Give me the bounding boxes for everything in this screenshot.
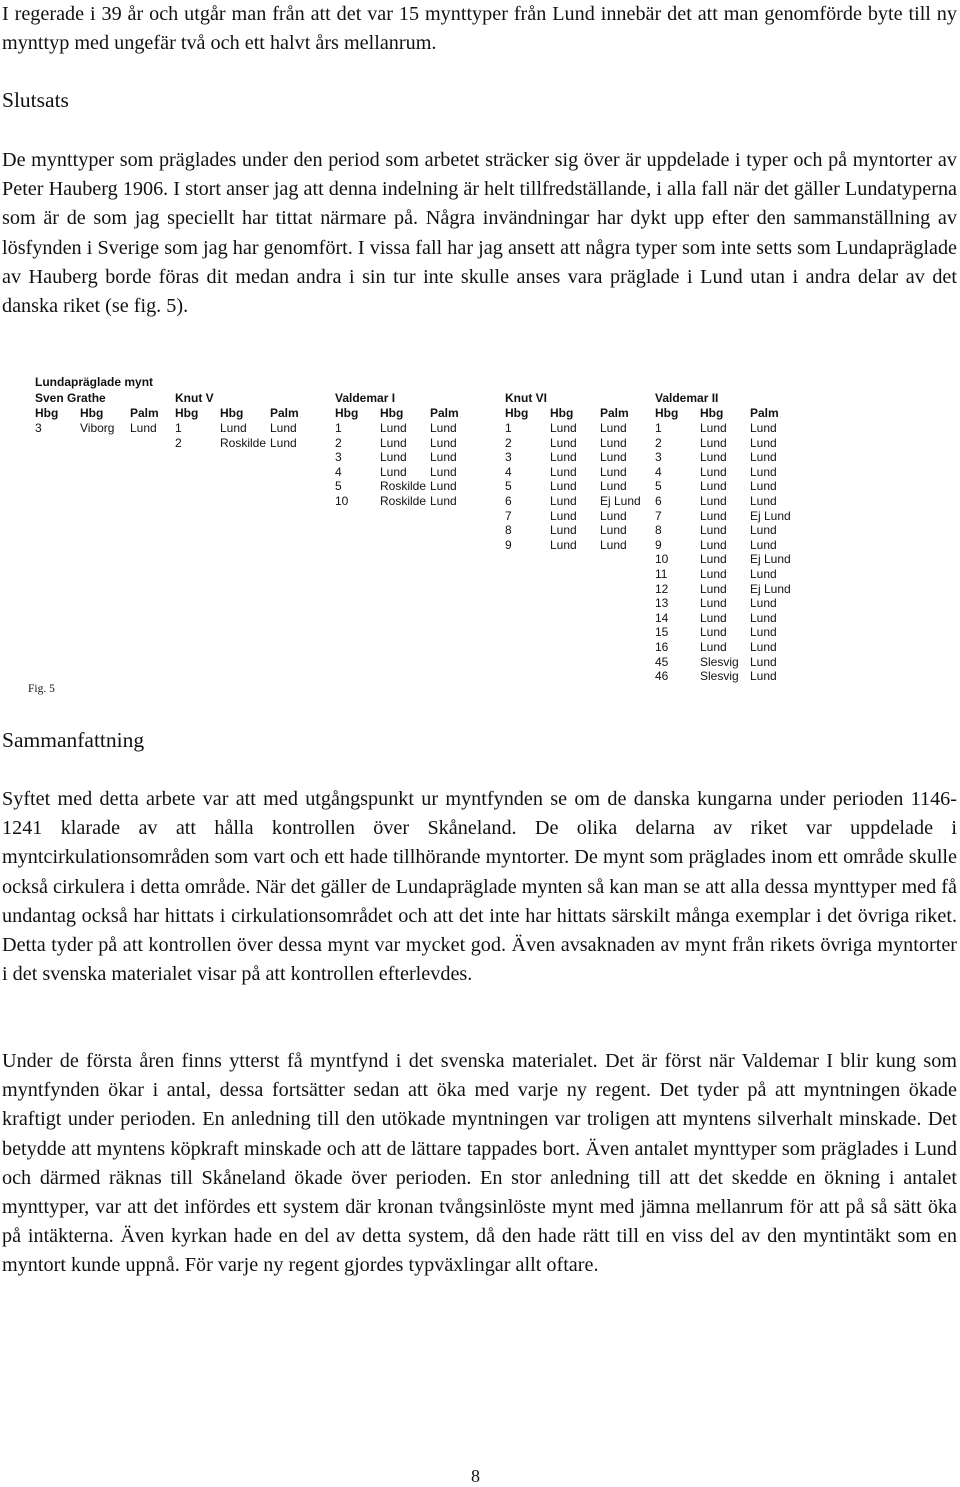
table-cell: Slesvig — [700, 654, 739, 669]
table-cell: Lund — [700, 450, 727, 465]
king-name: Knut V — [175, 391, 214, 405]
column-header: Hbg — [380, 406, 404, 420]
table-cell: Lund — [700, 421, 727, 435]
table-cell: Lund — [700, 625, 727, 640]
king-name: Sven Grathe — [35, 391, 106, 405]
column-header: Hbg — [655, 406, 679, 420]
table-cell: Lund — [750, 567, 777, 581]
lundapraglade-mynt-table — [0, 375, 960, 705]
table-cell: Lund — [550, 523, 577, 538]
column-header: Hbg — [35, 406, 59, 420]
table-cell: 15 — [655, 625, 669, 640]
table-cell: Lund — [550, 464, 577, 479]
king-name: Valdemar I — [335, 391, 396, 405]
table-cell: 1 — [505, 421, 512, 435]
table-cell: Lund — [700, 552, 727, 567]
table-cell: Lund — [700, 435, 727, 450]
table-cell: Roskilde — [380, 494, 427, 508]
table-cell: Lund — [600, 523, 627, 538]
table-cell: 9 — [505, 537, 512, 552]
table-cell: 3 — [655, 450, 662, 465]
table-cell: 10 — [335, 494, 349, 508]
column-header: Palm — [130, 406, 159, 420]
table-cell: Lund — [750, 523, 777, 538]
table-cell: Lund — [430, 464, 457, 479]
figure-caption: Fig. 5 — [28, 683, 55, 695]
table-cell: Lund — [700, 494, 727, 508]
table-cell: Lund — [550, 435, 577, 450]
column-header: Hbg — [505, 406, 529, 420]
slutsats-paragraph: De mynttyper som präglades under den period som arbetet sträcker sig över är uppdelade i typer och på myntorter av Peter Hauberg 1906. I stort anser jag att denna indelning är helt tillfredställande, i alla fall när det gäller Lundatyperna som är de som jag speciellt har tittat närmare på. Några invändningar har dykt upp efter den sammanställning av lösfynden i Sverige som jag har genomfört. I vissa fall har jag ansett att några typer som inte setts som Lundapräglade av Hauberg borde föras dit medan andra i sin tur inte skulle anses vara präglade i Lund utan i andra delar av det danska riket (se fig. 5). — [2, 149, 957, 318]
table-cell: 12 — [655, 581, 669, 596]
table-cell: Lund — [430, 479, 457, 494]
table-cell: 4 — [655, 464, 662, 479]
table-cell: Lund — [380, 464, 407, 479]
table-cell: Ej Lund — [600, 494, 641, 508]
table-cell: Lund — [430, 494, 457, 508]
table-cell: Lund — [750, 464, 777, 479]
table-cell: Ej Lund — [750, 508, 791, 523]
column-header: Hbg — [335, 406, 359, 420]
king-name: Knut VI — [505, 391, 547, 405]
table-cell: 5 — [655, 479, 662, 494]
table-cell: Lund — [700, 610, 727, 625]
table-cell: 6 — [655, 494, 662, 508]
table-cell: Lund — [750, 669, 777, 684]
table-cell: 3 — [35, 421, 42, 435]
table-cell: 4 — [505, 464, 512, 479]
table-cell: Lund — [700, 523, 727, 538]
table-cell: Lund — [700, 581, 727, 596]
table-cell: Lund — [550, 537, 577, 552]
table-cell: Lund — [220, 421, 247, 435]
page-number: 8 — [471, 1466, 480, 1486]
table-cell: Lund — [550, 494, 577, 508]
column-header: Palm — [600, 406, 629, 420]
table-cell: Lund — [750, 654, 777, 669]
table-cell: Lund — [430, 421, 457, 435]
table-cell: Lund — [750, 537, 777, 552]
table-cell: Lund — [600, 479, 627, 494]
heading-slutsats: Slutsats — [2, 88, 69, 112]
table-cell: 3 — [505, 450, 512, 465]
table-cell: 7 — [655, 508, 662, 523]
table-cell: Lund — [750, 421, 777, 435]
table-cell: 4 — [335, 464, 342, 479]
table-cell: 1 — [335, 421, 342, 435]
table-cell: Ej Lund — [750, 552, 791, 567]
table-cell: Lund — [550, 421, 577, 435]
table-cell: Viborg — [80, 421, 115, 435]
table-cell: Lund — [700, 640, 727, 654]
table-cell: Lund — [600, 421, 627, 435]
table-cell: 9 — [655, 537, 662, 552]
table-cell: Roskilde — [220, 435, 267, 450]
table-cell: 5 — [505, 479, 512, 494]
table-cell: Lund — [750, 450, 777, 465]
table-cell: Lund — [750, 640, 777, 654]
column-header: Hbg — [700, 406, 724, 420]
table-cell: Lund — [750, 494, 777, 508]
column-header: Palm — [430, 406, 459, 420]
table-cell: 10 — [655, 552, 669, 567]
table-cell: 2 — [335, 435, 342, 450]
table-cell: Lund — [380, 421, 407, 435]
sammanfattning-paragraph-2: Under de första åren finns ytterst få myntfynd i det svenska materialet. Det är först när Valdemar I blir kung som myntfynden ökar i antal, dessa fortsätter sedan att öka med varje ny regent. Det tyder på att myntningen ökade kraftigt under perioden. En anledning till den utökade myntningen var troligen att myntens silverhalt minskade. Det betydde att myntens köpkraft minskade och att de lättare tappades bort. Även antalet mynttyper som präglades i Lund och därmed räknas till Skåneland ökade över perioden. En stor anledning till att det skedde en ökning i antalet mynttyper, var att det infördes ett system där kronan tvångsinlöste mynt med jämna mellanrum för att på så sätt öka på intäkterna. Även kyrkan hade en del av detta system, då den hade rätt till en viss del av den myntintäkt som en myntort kunde uppnå. För varje ny regent gjordes typväxlingar allt oftare. — [2, 1050, 957, 1277]
table-cell: Lund — [380, 450, 407, 465]
table-cell: 3 — [335, 450, 342, 465]
table-cell: Lund — [600, 537, 627, 552]
table-cell: Lund — [130, 421, 157, 435]
table-cell: 45 — [655, 654, 669, 669]
table-cell: 7 — [505, 508, 512, 523]
table-cell: Lund — [550, 479, 577, 494]
table-cell: 1 — [175, 421, 182, 435]
table-cell: 5 — [335, 479, 342, 494]
table-cell: 16 — [655, 640, 669, 654]
table-cell: 2 — [655, 435, 662, 450]
column-header: Palm — [270, 406, 299, 420]
column-header: Palm — [750, 406, 779, 420]
column-header: Hbg — [220, 406, 244, 420]
table-cell: 6 — [505, 494, 512, 508]
table-cell: Lund — [270, 421, 297, 435]
table-cell: Lund — [600, 450, 627, 465]
table-cell: Lund — [700, 567, 727, 581]
table-cell: Lund — [380, 435, 407, 450]
table-cell: Lund — [270, 435, 297, 450]
king-name: Valdemar II — [655, 391, 719, 405]
table-cell: Lund — [430, 450, 457, 465]
table-cell: 2 — [505, 435, 512, 450]
table-cell: Lund — [600, 464, 627, 479]
table-title: Lundapräglade mynt — [35, 375, 154, 389]
table-cell: 8 — [655, 523, 662, 538]
intro-paragraph: I regerade i 39 år och utgår man från att det var 15 mynttyper från Lund innebär det att man genomförde byte till ny mynttyp med ungefär två och ett halvt års mellanrum. — [2, 3, 957, 55]
table-cell: Roskilde — [380, 479, 427, 494]
table-cell: Lund — [700, 596, 727, 611]
table-cell: 1 — [655, 421, 662, 435]
table-cell: 46 — [655, 669, 669, 684]
table-cell: 13 — [655, 596, 669, 611]
column-header: Hbg — [175, 406, 199, 420]
table-cell: Lund — [550, 508, 577, 523]
table-cell: 8 — [505, 523, 512, 538]
table-cell: 2 — [175, 435, 182, 450]
sammanfattning-paragraph-1: Syftet med detta arbete var att med utgångspunkt ur myntfynden se om de danska kungarna under perioden 1146-1241 klarade av att hålla kontrollen över Skåneland. De olika delarna av riket var uppdelade i myntcirkulationsområden som vart och ett hade tillhörande myntorter. De mynt som präglades inom ett område skulle också cirkulera i detta område. När det gäller de Lundapräglade mynten så kan man se att alla dessa mynttyper med få undantag också har hittats i cirkulationsområdet och att det inte har hittats särskilt många exemplar i det övriga riket. Detta tyder på att kontrollen över dessa mynt var mycket god. Även avsaknaden av mynt från rikets övriga myntorter i det svenska materialet visar på att kontrollen efterlevdes. — [2, 788, 957, 986]
table-cell: Slesvig — [700, 669, 739, 684]
table-cell: Lund — [750, 625, 777, 640]
table-cell: Ej Lund — [750, 581, 791, 596]
table-cell: Lund — [750, 479, 777, 494]
column-header: Hbg — [550, 406, 574, 420]
table-cell: Lund — [700, 508, 727, 523]
table-cell: Lund — [750, 435, 777, 450]
heading-sammanfattning: Sammanfattning — [2, 728, 145, 752]
table-cell: 14 — [655, 610, 669, 625]
table-cell: Lund — [600, 508, 627, 523]
table-cell: Lund — [750, 610, 777, 625]
table-cell: Lund — [700, 464, 727, 479]
table-cell: Lund — [750, 596, 777, 611]
table-cell: Lund — [430, 435, 457, 450]
table-cell: Lund — [700, 537, 727, 552]
table-cell: 11 — [655, 567, 668, 581]
table-cell: Lund — [700, 479, 727, 494]
table-cell: Lund — [550, 450, 577, 465]
column-header: Hbg — [80, 406, 104, 420]
table-cell: Lund — [600, 435, 627, 450]
